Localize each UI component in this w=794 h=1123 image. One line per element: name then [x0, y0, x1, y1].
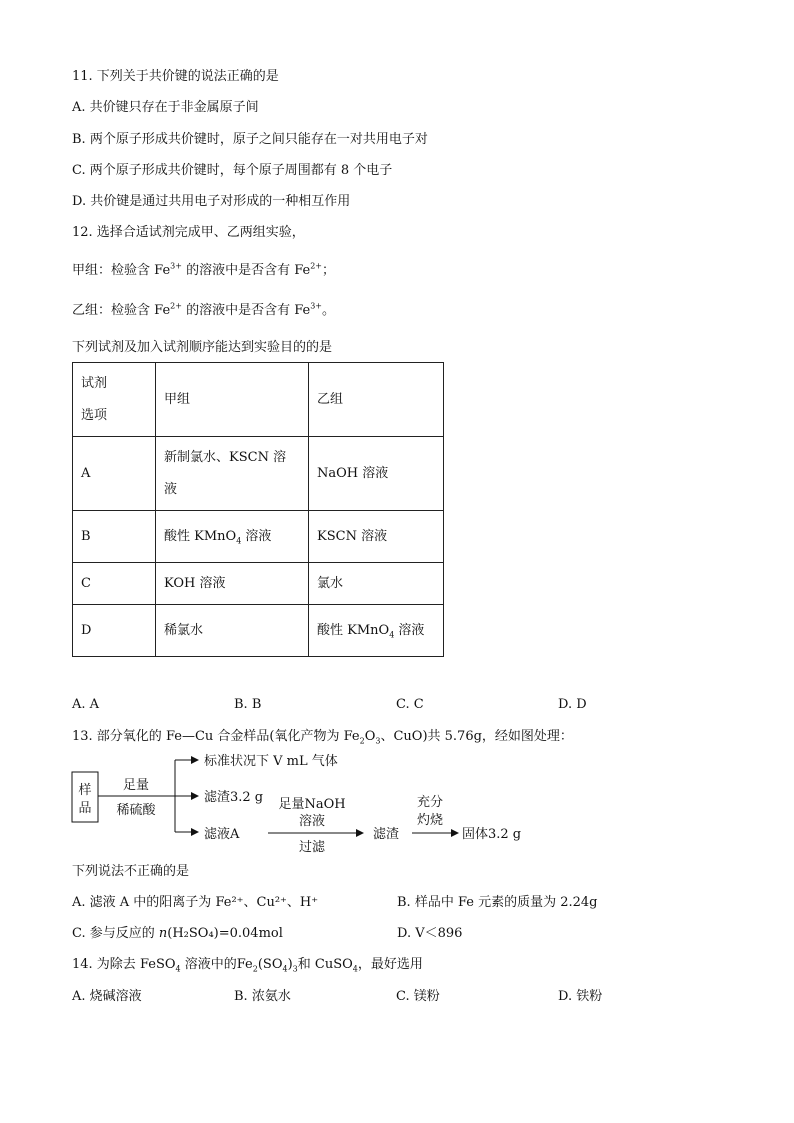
table-header-row [73, 363, 444, 437]
q14-stem-end: ，最好选用 [357, 957, 423, 972]
q11-option-d: D. 共价键是通过共用电子对形成的一种相互作用 [72, 194, 351, 209]
table-row-a [73, 437, 444, 511]
row-d-jia: 稀氯水 [156, 605, 309, 657]
q14-option-b: B. 浓氨水 [234, 989, 291, 1004]
q13-option-c-n: n [158, 926, 168, 941]
header-jia-cell: 甲组 [156, 363, 309, 437]
q13-stem-sub1: 2 [359, 736, 365, 746]
q14-stem [72, 956, 423, 974]
acid-label-2: 稀硫酸 [116, 803, 156, 818]
q12-jia-line [72, 262, 335, 280]
q12-jia-sup2: 2+ [310, 261, 323, 271]
row-b-jia [156, 511, 309, 563]
row-a-option: A [73, 437, 156, 511]
q13-stem-sub2: 3 [375, 736, 381, 746]
q13-option-c-pre: C. 参与反应的 [72, 926, 159, 941]
q13-stem-pre: 13. 部分氧化的 Fe—Cu 合金样品(氧化产物为 Fe [72, 729, 360, 744]
q12-option-d: D. D [558, 697, 587, 712]
q12-jia-end: ； [322, 263, 336, 278]
q13-stem [72, 728, 573, 746]
row-b-jia-sub: 4 [236, 536, 242, 546]
q14-stem-sub1: 4 [175, 964, 181, 974]
residue-label: 滤渣3.2 g [204, 790, 264, 805]
q12-yi-sup2: 3+ [310, 301, 323, 311]
row-d-yi [309, 605, 444, 657]
table-row-c [73, 563, 444, 605]
q14-option-c: C. 镁粉 [396, 989, 440, 1004]
acid-label-1: 足量 [122, 778, 150, 793]
header-c1-line2: 选项 [81, 407, 108, 423]
q14-stem-pre: 14. 为除去 FeSO [72, 957, 176, 972]
row-a-jia-line2: 液 [164, 481, 178, 497]
q13-option-c-post: (H₂SO₄)=0.04mol [167, 926, 283, 941]
q14-stem-sub2: 2 [252, 964, 258, 974]
q13-option-c [72, 925, 283, 943]
q11-option-a: A. 共价键只存在于非金属原子间 [72, 100, 259, 115]
q14-stem-mid2: (SO [257, 957, 283, 972]
q13-option-d: D. V＜896 [397, 926, 463, 941]
q11-stem: 11. 下列关于共价键的说法正确的是 [72, 69, 279, 84]
q13-stem-post: 、CuO)共 5.76g，经如图处理： [380, 729, 573, 744]
filter-label: 过滤 [298, 840, 326, 855]
q14-stem-mid4: 和 CuSO [297, 957, 353, 972]
row-c-yi: 氯水 [309, 563, 444, 605]
row-c-option: C [73, 563, 156, 605]
q12-question: 下列试剂及加入试剂顺序能达到实验目的的是 [72, 340, 333, 355]
naoh-label-1: 足量NaOH [278, 797, 346, 812]
row-c-jia: KOH 溶液 [156, 563, 309, 605]
burn-label-1: 充分 [416, 795, 444, 810]
row-d-yi-sub: 4 [389, 630, 395, 640]
row-d-yi-pre: 酸性 KMnO [317, 622, 390, 638]
row-b-jia-pre: 酸性 KMnO [164, 528, 237, 544]
q14-stem-sub5: 4 [352, 964, 358, 974]
q12-jia-mid: 的溶液中是否含有 Fe [181, 263, 311, 278]
solid-label: 固体3.2 g [462, 827, 522, 842]
q12-yi-end: 。 [322, 303, 336, 318]
header-c1-line1: 试剂 [81, 375, 108, 391]
filtrate-label: 滤液A [204, 827, 240, 842]
q12-yi-line [72, 302, 335, 320]
q14-stem-mid: 溶液中的Fe [180, 957, 253, 972]
q11-option-c: C. 两个原子形成共价键时，每个原子周围都有 8 个电子 [72, 163, 393, 178]
gas-label: 标准状况下 V mL 气体 [204, 754, 338, 769]
table-row-b [73, 511, 444, 563]
q11-option-b: B. 两个原子形成共价键时，原子之间只能存在一对共用电子对 [72, 132, 428, 147]
row-a-jia [156, 437, 309, 511]
q14-stem-sub3: 4 [282, 964, 288, 974]
q12-option-a: A. A [72, 697, 100, 712]
q14-stem-sub4: 3 [292, 964, 298, 974]
q12-yi-pre: 乙组：检验含 Fe [72, 303, 171, 318]
q12-jia-sup1: 3+ [170, 261, 182, 271]
residue2-label: 滤渣 [373, 827, 400, 842]
row-b-option: B [73, 511, 156, 563]
q12-option-b: B. B [234, 697, 262, 712]
row-d-yi-post: 溶液 [394, 622, 425, 638]
header-yi-cell: 乙组 [309, 363, 444, 437]
row-a-jia-line1: 新制氯水、KSCN 溶 [164, 449, 287, 465]
row-b-yi: KSCN 溶液 [309, 511, 444, 563]
q14-stem-mid3: ) [287, 957, 293, 972]
process-diagram [70, 748, 540, 858]
row-d-option: D [73, 605, 156, 657]
sample-label-1: 样 [78, 783, 92, 798]
q13-stem-o: O [364, 729, 376, 744]
row-a-yi: NaOH 溶液 [309, 437, 444, 511]
sample-label-2: 品 [78, 801, 92, 816]
burn-label-2: 灼烧 [416, 813, 444, 828]
q12-stem: 12. 选择合适试剂完成甲、乙两组实验， [72, 225, 305, 240]
q14-option-d: D. 铁粉 [558, 989, 603, 1004]
header-options-cell [73, 363, 156, 437]
q12-yi-sup1: 2+ [170, 301, 182, 311]
table-row-d [73, 605, 444, 657]
naoh-label-2: 溶液 [298, 814, 326, 829]
row-b-jia-post: 溶液 [241, 528, 272, 544]
q13-option-a: A. 滤液 A 中的阳离子为 Fe²⁺、Cu²⁺、H⁺ [72, 895, 319, 910]
q13-option-b: B. 样品中 Fe 元素的质量为 2.24g [397, 895, 598, 910]
q12-jia-pre: 甲组：检验含 Fe [72, 263, 171, 278]
q12-yi-mid: 的溶液中是否含有 Fe [181, 303, 311, 318]
q13-question: 下列说法不正确的是 [72, 864, 190, 879]
reagent-table [72, 362, 444, 657]
q14-option-a: A. 烧碱溶液 [72, 989, 142, 1004]
q12-option-c: C. C [396, 697, 424, 712]
